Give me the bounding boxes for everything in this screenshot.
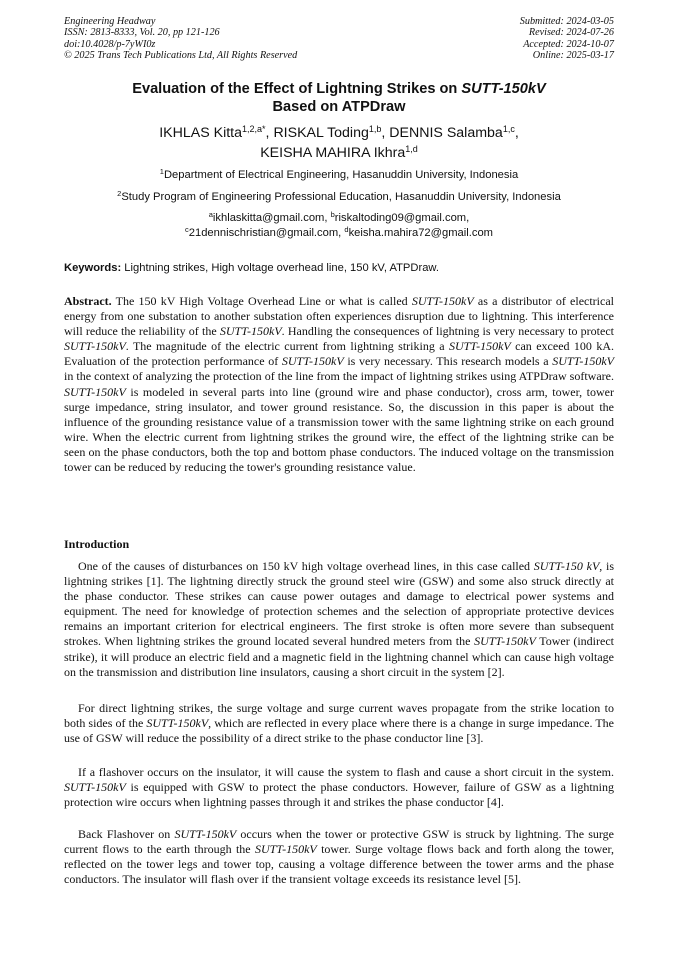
email-address[interactable]: 21dennischristian@gmail.com, (188, 227, 345, 239)
body-text: as a distributor of electrical energy from one substation to another substation often experiences disruption due to lightning. This interference will reduce the reliability of the (64, 294, 614, 339)
date-online: Online: 2025-03-17 (532, 49, 614, 61)
italic-term: SUTT-150kV (146, 716, 209, 731)
date-submitted: Submitted: 2024-03-05 (519, 16, 614, 27)
italic-term: SUTT-150kV (174, 827, 237, 841)
email-mark: c (185, 225, 189, 234)
author-affiliation-mark: 1,b (368, 124, 382, 134)
title-part-2: Based on ATPDraw (272, 99, 406, 115)
body-text: is very necessary. This research models a (343, 354, 553, 369)
italic-term: SUTT-150kV (64, 384, 126, 399)
italic-term: SUTT-150kV (552, 354, 615, 369)
italic-term: SUTT-150kV (281, 354, 344, 369)
body-text: is modeled in several parts into line (ground wire and phase conductor), cross arm, tower, tower surge impedance, string insulator, and tower ground resistance. So, the discussion in this paper is about the influence of the grounding resistance value of a transmission tower with the same lightning strike on each ground wire. When the electric current from lightning strikes the ground wire, the effect of the lightning strike can be seen on the phase conductors, both the top and bottom phase conductors. The induced voltage on the transmission tower can be reduced by reducing the tower's grounding resistance value. (64, 384, 614, 475)
body-text: in the context of analyzing the protection of the line from the impact of lightning strikes using ATPDraw software. (64, 369, 614, 384)
date-accepted: Accepted: 2024-10-07 (523, 38, 614, 50)
intro-paragraph (64, 701, 614, 746)
italic-term: SUTT-150kV (254, 842, 317, 857)
body-text: can exceed 100 kA. Evaluation of the protection performance of (64, 339, 615, 369)
affiliation-mark: 1 (159, 167, 164, 176)
author-affiliation-mark: 1,2,a* (242, 124, 266, 134)
author-separator: , (265, 125, 274, 141)
body-text: , which are reflected in every place where there is a change in surge impedance. The use of GSW will reduce the possibility of a direct strike to the phase conductor line [3]. (64, 716, 614, 746)
body-text: The 150 kV High Voltage Overhead Line or what is called (111, 294, 412, 308)
author-name: DENNIS Salamba (389, 125, 503, 141)
body-text: If a flashover occurs on the insulator, it will cause the system to flash and cause a short circuit in the system. (78, 765, 614, 779)
body-text: occurs when the tower or protective GSW is struck by lightning. The surge current flows to the earth through the (64, 827, 614, 857)
submission-dates (520, 16, 614, 61)
body-text: Tower (indirect strike), it will produce an electric field and a magnetic field in the lightning channel which can cause high voltage on the transmission and distribution line insulators, causing a short circuit in the system [2]. (64, 634, 614, 679)
affiliation-1 (64, 168, 614, 182)
email-address[interactable]: ikhlaskitta@gmail.com, (212, 212, 331, 224)
date-revised: Revised: 2024-07-26 (528, 27, 614, 39)
italic-term: SUTT-150kV (64, 780, 126, 795)
author-emails (64, 211, 614, 241)
keywords-text: Lightning strikes, High voltage overhead line, 150 kV, ATPDraw. (121, 262, 439, 274)
italic-term: SUTT-150kV (411, 294, 474, 308)
intro-paragraph (64, 765, 614, 810)
author-name: RISKAL Toding (273, 125, 369, 141)
affiliation-text: Department of Electrical Engineering, Hasanuddin University, Indonesia (163, 169, 519, 181)
journal-copyright: © 2025 Trans Tech Publications Ltd, All Rights Reserved (64, 49, 298, 61)
body-text: One of the causes of disturbances on 150 kV high voltage overhead lines, in this case called (78, 559, 534, 573)
author-separator: , (381, 125, 390, 141)
body-text: is equipped with GSW to protect the phase conductors. However, failure of GSW as a lightning protection wire occurs when lightning passes through it and strikes the phase conductor [4]. (64, 780, 614, 810)
italic-term: SUTT-150 kV (533, 559, 600, 573)
keywords-label: Keywords: (64, 262, 122, 274)
author-list (64, 123, 614, 163)
affiliation-text: Study Program of Engineering Professional Education, Hasanuddin University, Indonesia (121, 191, 561, 203)
abstract-label: Abstract. (64, 294, 112, 308)
body-text: , is lightning strikes [1]. The lightning directly struck the ground steel wire (GSW) and some also struck directly at the phase conductor. These strikes can cause power outages and damage to electrical power systems and equipment. The need for knowledge of protection schemes and the selection of appropriate protective devices remains an important criterion for electrical engineers. The first stroke is often more severe than subsequent strokes. When lightning strikes the ground located several hundred meters from the (64, 559, 614, 649)
intro-paragraph (64, 827, 614, 887)
affiliation-mark: 2 (117, 189, 122, 198)
author-name: IKHLAS Kitta (159, 125, 243, 141)
body-text: . Handling the consequences of lightning is very necessary to protect (281, 324, 614, 339)
italic-term: SUTT-150kV (64, 339, 126, 354)
journal-name: Engineering Headway (64, 16, 156, 27)
body-text: For direct lightning strikes, the surge voltage and surge current waves propagate from the strike location to both sides of the (64, 701, 614, 731)
title-italic: SUTT-150kV (461, 81, 546, 97)
introduction-heading: Introduction (64, 537, 130, 551)
italic-term: SUTT-150kV (219, 324, 282, 339)
italic-term: SUTT-150kV (474, 634, 536, 649)
keywords (64, 261, 614, 275)
author-affiliation-mark: 1,d (405, 144, 418, 154)
journal-issn: ISSN: 2813-8333, Vol. 20, pp 121-126 (64, 27, 220, 39)
italic-term: SUTT-150kV (448, 339, 511, 354)
body-text: tower. Surge voltage flows back and forth along the tower, reflected on the tower legs and tower top, causing a voltage difference between the tower arms and the phase conductors. The insulator will flash over if the transient voltage exceeds its resistance level [5]. (64, 842, 614, 887)
intro-paragraph (64, 559, 614, 680)
email-address[interactable]: riskaltoding09@gmail.com, (334, 212, 470, 224)
body-text: Back Flashover on (78, 827, 175, 841)
email-mark: b (330, 210, 335, 219)
paper-title (64, 80, 614, 116)
journal-doi: doi:10.4028/p-7yWI0z (64, 38, 156, 50)
abstract-body (64, 294, 614, 474)
title-part-1: Evaluation of the Effect of Lightning Strikes on (132, 81, 462, 97)
email-address[interactable]: keisha.mahira72@gmail.com (348, 227, 493, 239)
email-mark: a (208, 210, 213, 219)
journal-info (64, 16, 297, 61)
author-separator: , (514, 125, 519, 141)
author-affiliation-mark: 1,c (502, 124, 515, 134)
email-mark: d (344, 225, 349, 234)
affiliation-2 (64, 190, 614, 204)
author-name: KEISHA MAHIRA Ikhra (260, 145, 406, 161)
body-text: . The magnitude of the electric current from lightning striking a (125, 339, 449, 354)
abstract (64, 294, 614, 475)
